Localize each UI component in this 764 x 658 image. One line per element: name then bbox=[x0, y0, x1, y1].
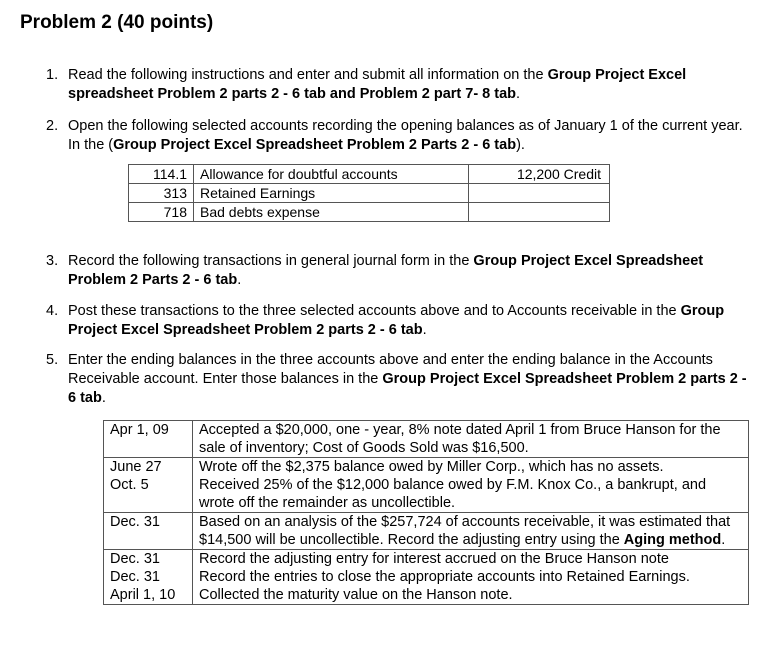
text-segment: . bbox=[237, 272, 242, 288]
bold-text: Group Project Excel Spreadsheet Problem 2 Parts 2 - 6 tab bbox=[113, 137, 517, 153]
text-segment: . bbox=[516, 86, 521, 102]
bold-text: Group Project Excel spreadsheet Problem 2 parts 2 - 6 tab and Problem 2 part 7- 8 tab bbox=[68, 67, 687, 102]
transaction-description bbox=[193, 476, 749, 513]
table-row bbox=[104, 421, 749, 458]
transaction-date: Dec. 31 bbox=[104, 513, 193, 550]
account-balance bbox=[469, 184, 610, 203]
account-name: Bad debts expense bbox=[194, 203, 469, 222]
text-segment: Record the following transactions in general journal form in the bbox=[68, 253, 474, 269]
text-segment: Enter the ending balances in the three accounts above and enter the ending balance in the Accounts Receivable account. Enter those balances in the bbox=[68, 352, 713, 387]
instruction-text bbox=[68, 66, 748, 104]
instruction-number: 5. bbox=[46, 352, 59, 368]
instruction-number: 2. bbox=[46, 118, 59, 134]
text-segment: Post these transactions to the three selected accounts above and to Accounts receivable in the bbox=[68, 303, 681, 319]
bold-text: Group Project Excel Spreadsheet Problem 2 parts 2 - 6 tab bbox=[68, 371, 747, 406]
instruction-text bbox=[68, 302, 748, 340]
text-segment: . bbox=[721, 532, 726, 548]
account-balance bbox=[469, 203, 610, 222]
text-segment: Open the following selected accounts recording the opening balances as of January 1 of the current year. In the ( bbox=[68, 118, 743, 153]
instruction-number: 3. bbox=[46, 253, 59, 269]
transaction-description bbox=[193, 421, 749, 458]
instruction-number: 4. bbox=[46, 303, 59, 319]
text-segment: Record the adjusting entry for interest accrued on the Bruce Hanson note bbox=[199, 551, 669, 567]
transaction-description bbox=[193, 568, 749, 586]
account-number: 114.1 bbox=[129, 165, 194, 184]
transactions-table bbox=[103, 420, 749, 605]
table-row bbox=[104, 586, 749, 605]
bold-text: Group Project Excel Spreadsheet Problem 2 Parts 2 - 6 tab bbox=[68, 253, 704, 288]
text-segment: . bbox=[422, 322, 427, 338]
transaction-description bbox=[193, 550, 749, 569]
transaction-date: April 1, 10 bbox=[104, 586, 193, 605]
transaction-description bbox=[193, 458, 749, 477]
transaction-description bbox=[193, 586, 749, 605]
text-segment: Record the entries to close the appropriate accounts into Retained Earnings. bbox=[199, 569, 690, 585]
account-number: 313 bbox=[129, 184, 194, 203]
table-row bbox=[104, 513, 749, 550]
transaction-date: Dec. 31 bbox=[104, 550, 193, 569]
instruction-text bbox=[68, 351, 748, 408]
transaction-description bbox=[193, 513, 749, 550]
account-balance: 12,200 Credit bbox=[469, 165, 610, 184]
table-row bbox=[104, 568, 749, 586]
text-segment: Accepted a $20,000, one - year, 8% note dated April 1 from Bruce Hanson for the sale of inventory; Cost of Goods Sold was $16,500. bbox=[199, 422, 721, 456]
transaction-date: Oct. 5 bbox=[104, 476, 193, 513]
problem-title: Problem 2 (40 points) bbox=[20, 12, 214, 33]
text-segment: Based on an analysis of the $257,724 of accounts receivable, it was estimated that $14,500 will be uncollectible. Record the adjusting entry using the bbox=[199, 514, 731, 548]
table-row bbox=[129, 203, 610, 222]
text-segment: Collected the maturity value on the Hanson note. bbox=[199, 587, 513, 603]
account-name: Retained Earnings bbox=[194, 184, 469, 203]
table-row bbox=[129, 165, 610, 184]
text-segment: ). bbox=[516, 137, 525, 153]
instruction-text bbox=[68, 117, 748, 155]
table-row bbox=[104, 458, 749, 477]
text-segment: Read the following instructions and enter and submit all information on the bbox=[68, 67, 548, 83]
account-name: Allowance for doubtful accounts bbox=[194, 165, 469, 184]
text-segment: . bbox=[101, 390, 106, 406]
transaction-date: June 27 bbox=[104, 458, 193, 477]
table-row bbox=[129, 184, 610, 203]
bold-text: Aging method bbox=[623, 532, 722, 548]
instruction-number: 1. bbox=[46, 67, 59, 83]
table-row bbox=[104, 550, 749, 569]
instruction-text bbox=[68, 252, 748, 290]
table-row bbox=[104, 476, 749, 513]
bold-text: Group Project Excel Spreadsheet Problem 2 parts 2 - 6 tab bbox=[68, 303, 725, 338]
transaction-date: Apr 1, 09 bbox=[104, 421, 193, 458]
text-segment: Received 25% of the $12,000 balance owed by F.M. Knox Co., a bankrupt, and wrote off the remainder as uncollectible. bbox=[199, 477, 707, 511]
text-segment: Wrote off the $2,375 balance owed by Miller Corp., which has no assets. bbox=[199, 459, 664, 475]
accounts-table bbox=[128, 164, 610, 222]
transaction-date: Dec. 31 bbox=[104, 568, 193, 586]
account-number: 718 bbox=[129, 203, 194, 222]
